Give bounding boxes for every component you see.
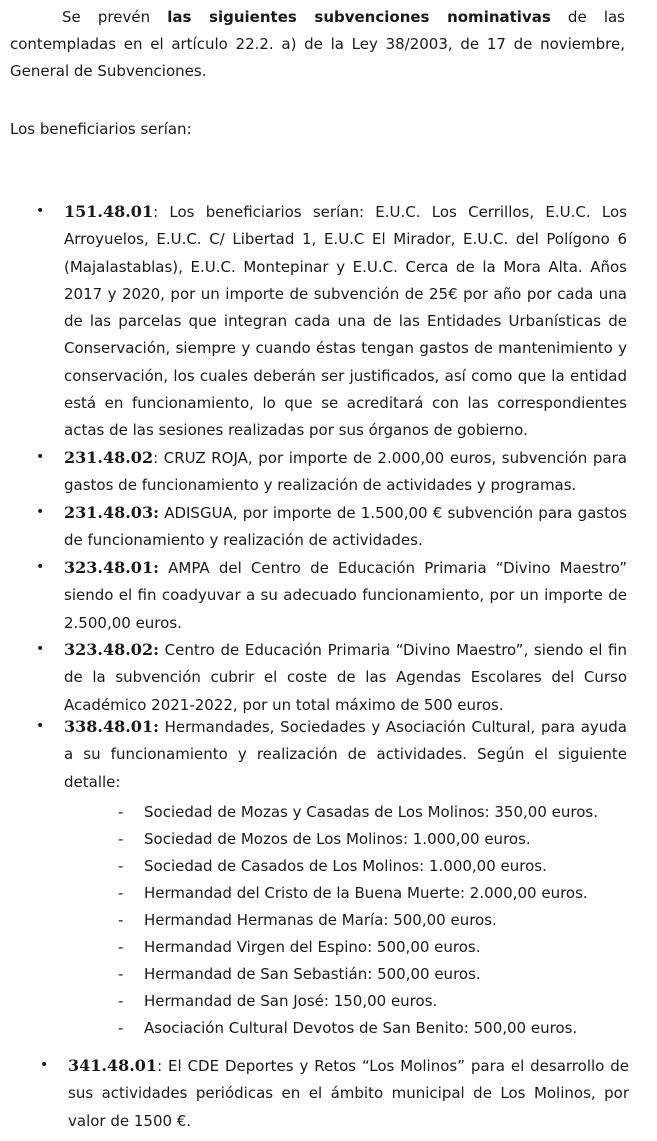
list-item xyxy=(64,499,627,555)
item-code: 231.48.02 xyxy=(64,448,154,467)
sub-item-text: Asociación Cultural Devotos de San Benito: 500,00 euros. xyxy=(144,1019,578,1037)
dash-icon: - xyxy=(118,992,124,1010)
list-item xyxy=(64,713,627,796)
list-item xyxy=(64,444,627,500)
dash-icon: - xyxy=(118,803,124,821)
dash-icon: - xyxy=(118,857,124,875)
bullet-icon: • xyxy=(36,203,45,219)
bullet-icon: • xyxy=(36,449,45,465)
sub-list-item xyxy=(118,799,598,826)
item-code: 323.48.01: xyxy=(64,558,159,577)
dash-icon: - xyxy=(118,884,124,902)
dash-icon: - xyxy=(118,911,124,929)
item-code: 231.48.03: xyxy=(64,503,159,522)
item-text: Centro de Educación Primaria “Divino Maestro”, siendo el fin de la subvención cubrir el coste de las Agendas Escolares del Curso Académico 2021-2022, por un total máximo de 500 euros. xyxy=(64,641,627,714)
intro-paragraph xyxy=(10,4,625,85)
bullet-icon: • xyxy=(36,641,45,657)
item-text: AMPA del Centro de Educación Primaria “Divino Maestro” siendo el fin coadyuvar a su adecuado funcionamiento, por un importe de 2.500,00 euros. xyxy=(64,559,627,632)
dash-icon: - xyxy=(118,938,124,956)
bullet-icon: • xyxy=(36,559,45,575)
item-text: ADISGUA, por importe de 1.500,00 € subvención para gastos de funcionamiento y realización de actividades. xyxy=(64,504,627,550)
sub-item-text: Sociedad de Mozos de Los Molinos: 1.000,00 euros. xyxy=(144,830,531,848)
intro-bold: las siguientes subvenciones nominativas xyxy=(167,8,551,26)
sub-list-item xyxy=(118,853,547,880)
item-code: 323.48.02: xyxy=(64,640,159,659)
sub-list-item xyxy=(118,1015,577,1042)
sub-item-text: Hermandad Hermanas de María: 500,00 euros. xyxy=(144,911,497,929)
sub-list-item xyxy=(118,934,481,961)
sub-item-text: Hermandad Virgen del Espino: 500,00 euros. xyxy=(144,938,481,956)
list-item xyxy=(64,198,627,445)
item-text: Hermandades, Sociedades y Asociación Cultural, para ayuda a su funcionamiento y realización de actividades. Según el siguiente detalle: xyxy=(64,718,627,791)
dash-icon: - xyxy=(118,965,124,983)
sub-list-item xyxy=(118,988,437,1015)
item-code: 338.48.01: xyxy=(64,717,159,736)
sub-list-item xyxy=(118,907,497,934)
sub-item-text: Hermandad del Cristo de la Buena Muerte: 2.000,00 euros. xyxy=(144,884,588,902)
intro-suffix: de las contempladas en el artículo 22.2. a) de la Ley 38/2003, de 17 de noviembre, General de Subvenciones. xyxy=(10,8,625,80)
item-text: : El CDE Deportes y Retos “Los Molinos” para el desarrollo de sus actividades periódicas en el ámbito municipal de Los Molinos, por valor de 1500 €. xyxy=(68,1057,629,1130)
sub-item-text: Hermandad de San Sebastián: 500,00 euros. xyxy=(144,965,481,983)
sub-item-text: Hermandad de San José: 150,00 euros. xyxy=(144,992,438,1010)
sub-list-item xyxy=(118,880,588,907)
sub-item-text: Sociedad de Casados de Los Molinos: 1.000,00 euros. xyxy=(144,857,547,875)
list-item xyxy=(64,554,627,637)
item-text: : Los beneficiarios serían: E.U.C. Los Cerrillos, E.U.C. Los Arroyuelos, E.U.C. C/ Libertad 1, E.U.C El Mirador, E.U.C. del Polígono 6 (Majalastablas), E.U.C. Montepinar y E.U.C. Cerca de la Mora Alta. Años 2017 y 2020, por un importe de subvención de 25€ por año por cada una de las parcelas que integran cada una de las Entidades Urbanísticas de Conservación, siempre y cuando éstas tengan gastos de mantenimiento y conservación, los cuales deberán ser justificados, así como que la entidad está en funcionamiento, lo que se acreditará con las correspondientes actas de las sesiones realizadas por sus órganos de gobierno. xyxy=(64,203,627,440)
sub-item-text: Sociedad de Mozas y Casadas de Los Molinos: 350,00 euros. xyxy=(144,803,598,821)
item-text: : CRUZ ROJA, por importe de 2.000,00 euros, subvención para gastos de funcionamiento y realización de actividades y programas. xyxy=(64,449,627,495)
list-item xyxy=(68,1052,629,1135)
bullet-icon: • xyxy=(36,504,45,520)
list-item xyxy=(64,636,627,719)
dash-icon: - xyxy=(118,830,124,848)
intro-prefix: Se prevén xyxy=(62,8,168,26)
sub-list-item xyxy=(118,961,481,988)
item-code: 341.48.01 xyxy=(68,1056,158,1075)
bullet-icon: • xyxy=(36,718,45,734)
bullet-icon: • xyxy=(40,1057,49,1073)
sub-list-item xyxy=(118,826,531,853)
beneficiaries-heading: Los beneficiarios serían: xyxy=(10,120,192,138)
dash-icon: - xyxy=(118,1019,124,1037)
item-code: 151.48.01 xyxy=(64,202,154,221)
